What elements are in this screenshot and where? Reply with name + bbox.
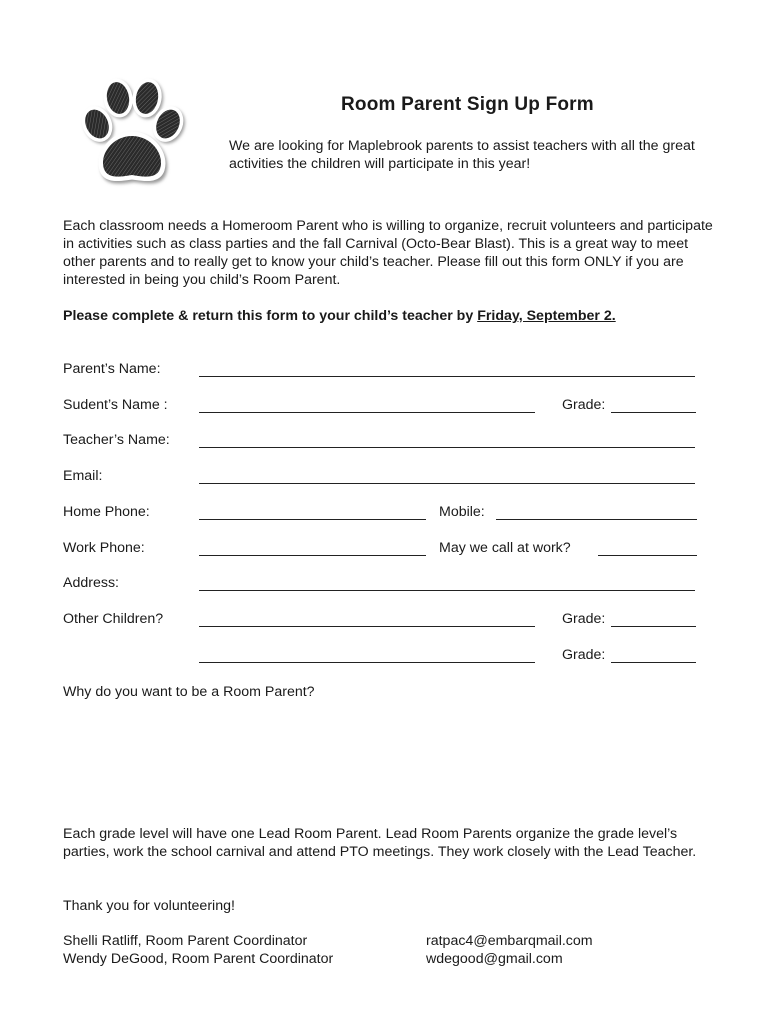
paragraph-homeroom: Each classroom needs a Homeroom Parent who is willing to organize, recruit volunteers and participate in activities such as class parties and the fall Carnival (Octo-Bear Blast). This is a great way to meet other parents and to really get to know your child’s teacher. Please fill out this form ONLY if you are interested in being you child’s Room Parent. xyxy=(63,218,713,288)
student-name-field[interactable] xyxy=(199,412,535,413)
paragraph-lead-parent: Each grade level will have one Lead Room Parent. Lead Room Parents organize the grade level’s parties, work the school carnival and attend PTO meetings. They work closely with the Lead Teacher. xyxy=(63,826,697,860)
parent-name-label: Parent’s Name: xyxy=(63,361,161,377)
work-phone-label: Work Phone: xyxy=(63,540,145,556)
coordinator-2-name: Wendy DeGood, Room Parent Coordinator xyxy=(63,951,334,967)
mobile-field[interactable] xyxy=(496,519,697,520)
paw-print-icon xyxy=(74,76,190,192)
other-child-2-field[interactable] xyxy=(199,662,535,663)
deadline-text xyxy=(63,307,713,325)
teacher-name-field[interactable] xyxy=(199,447,695,448)
coordinator-1-email[interactable]: ratpac4@embarqmail.com xyxy=(426,933,593,949)
email-label: Email: xyxy=(63,468,103,484)
why-question: Why do you want to be a Room Parent? xyxy=(63,684,315,700)
intro-text: We are looking for Maplebrook parents to assist teachers with all the great activities the children will participate in this year! xyxy=(229,138,695,172)
other-child-1-grade-field[interactable] xyxy=(611,626,696,627)
coordinator-2-email[interactable]: wdegood@gmail.com xyxy=(426,951,563,967)
other-children-label: Other Children? xyxy=(63,611,164,627)
mobile-label: Mobile: xyxy=(439,504,485,520)
student-name-label: Sudent’s Name : xyxy=(63,397,168,413)
address-field[interactable] xyxy=(199,590,695,591)
other-child-2-grade-field[interactable] xyxy=(611,662,696,663)
call-at-work-label: May we call at work? xyxy=(439,540,571,556)
grade-label-3: Grade: xyxy=(562,647,606,663)
home-phone-field[interactable] xyxy=(199,519,426,520)
grade-field[interactable] xyxy=(611,412,696,413)
deadline-date: Friday, September 2. xyxy=(477,308,616,324)
why-answer-area[interactable] xyxy=(63,705,697,815)
email-field[interactable] xyxy=(199,483,695,484)
address-label: Address: xyxy=(63,575,119,591)
other-child-1-field[interactable] xyxy=(199,626,535,627)
thanks-text: Thank you for volunteering! xyxy=(63,898,235,914)
work-phone-field[interactable] xyxy=(199,555,426,556)
page-title: Room Parent Sign Up Form xyxy=(341,94,594,115)
parent-name-field[interactable] xyxy=(199,376,695,377)
grade-label-2: Grade: xyxy=(562,611,606,627)
grade-label: Grade: xyxy=(562,397,606,413)
call-at-work-field[interactable] xyxy=(598,555,697,556)
coordinator-1-name: Shelli Ratliff, Room Parent Coordinator xyxy=(63,933,308,949)
deadline-prefix: Please complete & return this form to your child’s teacher by xyxy=(63,308,478,324)
home-phone-label: Home Phone: xyxy=(63,504,150,520)
teacher-name-label: Teacher’s Name: xyxy=(63,432,170,448)
